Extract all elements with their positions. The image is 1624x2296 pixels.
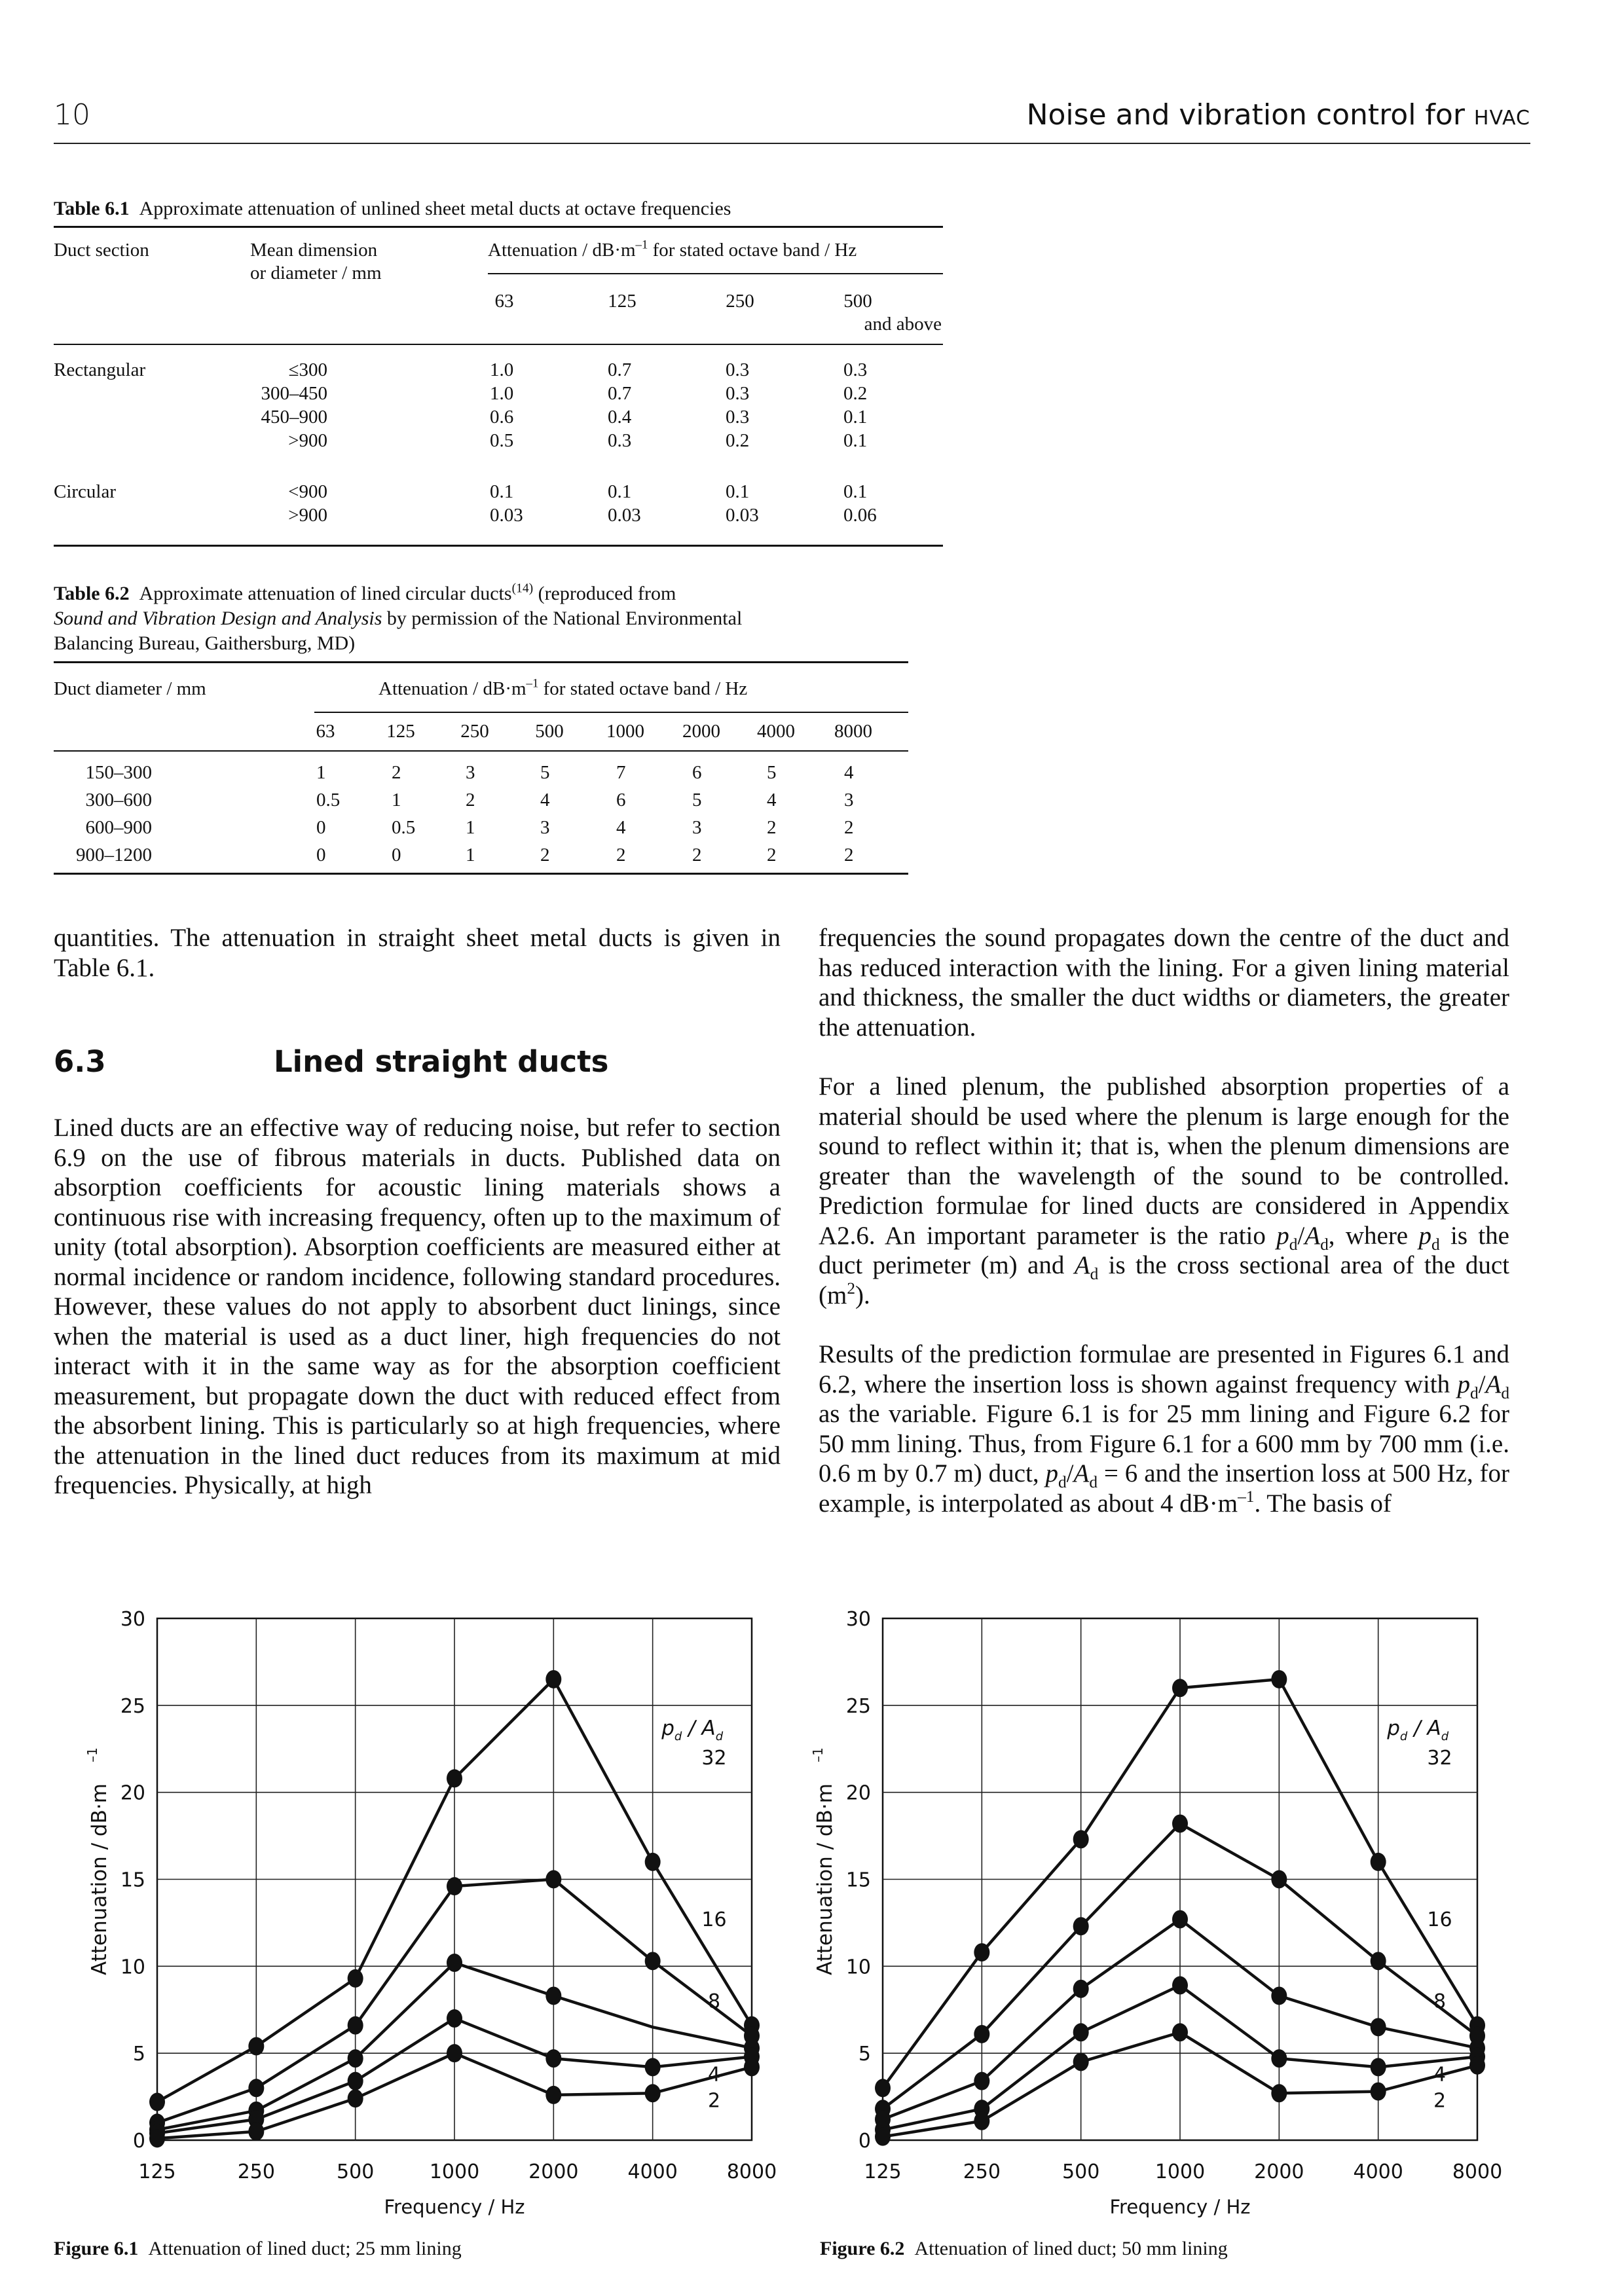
symbol-p: p: [1045, 1459, 1058, 1487]
data-point-32: [1371, 1853, 1386, 1871]
dimension-cell: >900: [288, 505, 327, 526]
attenuation-cell: 3: [844, 790, 854, 811]
duct-section-cell: Circular: [54, 481, 117, 502]
attenuation-cell: 0.1: [608, 481, 632, 502]
x-tick-label: 8000: [1452, 2160, 1503, 2183]
series-label-2: 2: [1433, 2089, 1447, 2113]
attenuation-cell: 0.3: [726, 359, 750, 380]
text: as the variable. Figure 6.1 is for 25 mm lining and Figure 6.2 for 50 mm lining. Thus, from Figure 6.1 for a 600 mm by 700 mm (i.e. 0.6 m by 0.7 m) duct,: [819, 1400, 1509, 1487]
caption-text: Approximate attenuation of lined circular ducts: [139, 583, 512, 604]
attenuation-label: Attenuation / dB·m: [488, 240, 636, 261]
attenuation-cell: 0: [316, 845, 326, 866]
y-tick-label: 20: [120, 1781, 145, 1805]
attenuation-cell: 2: [844, 845, 854, 866]
data-point-2: [974, 2112, 989, 2130]
figure-6-2-caption: [820, 2238, 1228, 2260]
attenuation-cell: 0.06: [843, 505, 877, 526]
attenuation-cell: 0.2: [843, 383, 868, 404]
subscript: d: [1431, 1235, 1440, 1254]
attenuation-cell: 0.1: [843, 430, 868, 451]
text: /: [1478, 1370, 1486, 1398]
attenuation-cell: 1.0: [490, 383, 514, 404]
col-header-mean-dimension: Mean dimension: [250, 240, 378, 261]
dimension-cell: 300–450: [261, 383, 327, 404]
data-point-16: [974, 2025, 989, 2043]
attenuation-cell: 6: [692, 762, 702, 783]
attenuation-cell: 2: [616, 845, 626, 866]
caption-text: Balancing Bureau, Gaithersburg, MD): [54, 632, 356, 654]
data-point-32: [974, 1943, 989, 1961]
y-tick-label: 20: [845, 1781, 871, 1805]
table-label: Table 6.2: [54, 583, 130, 604]
duct-section-cell: Rectangular: [54, 359, 146, 380]
band-header: 4000: [757, 721, 795, 742]
col-header-mean-dimension-2: or diameter / mm: [250, 263, 382, 283]
band-header: 500: [535, 721, 564, 742]
table-label: Table 6.1: [54, 198, 130, 219]
attenuation-cell: 0.1: [490, 481, 514, 502]
series-label-8: 8: [707, 1990, 721, 2014]
text: , where: [1328, 1221, 1419, 1250]
data-point-8: [1172, 1910, 1188, 1929]
y-axis-label: Attenuation / dB·m: [88, 1783, 111, 1975]
attenuation-cell: 1: [466, 845, 475, 866]
symbol-p: p: [1457, 1370, 1470, 1398]
x-tick-label: 4000: [1353, 2160, 1403, 2183]
legend-title: $p_d / A_d$: [661, 1716, 724, 1743]
attenuation-cell: 0.03: [490, 505, 523, 526]
y-tick-label: 5: [858, 2043, 871, 2066]
data-point-16: [1371, 1952, 1386, 1970]
duct-diameter-cell: 600–900: [85, 817, 152, 838]
y-tick-label: 30: [120, 1608, 145, 1631]
y-axis-label-exponent: –1: [810, 1747, 826, 1762]
attenuation-cell: 2: [692, 845, 702, 866]
x-tick-label: 250: [963, 2160, 1001, 2183]
attenuation-cell: 0.1: [843, 481, 868, 502]
subscript: d: [1501, 1383, 1509, 1402]
y-tick-label: 25: [120, 1694, 145, 1718]
band-header: 250: [460, 721, 489, 742]
page-number: 10: [54, 98, 90, 132]
section-title: Lined straight ducts: [274, 1044, 609, 1079]
attenuation-cell: 1.0: [490, 359, 514, 380]
band-header: 2000: [682, 721, 720, 742]
data-point-2: [1469, 2056, 1485, 2075]
attenuation-cell: 0.5: [392, 817, 416, 838]
data-point-32: [875, 2079, 891, 2097]
caption-text: (reproduced from: [533, 583, 676, 604]
symbol-A: A: [1074, 1251, 1090, 1279]
x-tick-label: 500: [337, 2160, 375, 2183]
attenuation-cell: 0.5: [316, 790, 341, 811]
symbol-A: A: [1304, 1221, 1321, 1250]
band-header: 250: [726, 291, 754, 312]
subscript: d: [1090, 1264, 1099, 1283]
figure-caption-text: Attenuation of lined duct; 25 mm lining: [148, 2238, 462, 2259]
x-tick-label: 250: [237, 2160, 275, 2183]
data-point-2: [875, 2128, 891, 2146]
data-point-2: [1371, 2083, 1386, 2101]
data-point-32: [1172, 1679, 1188, 1697]
y-tick-label: 10: [120, 1956, 145, 1979]
attenuation-cell: 0.2: [726, 430, 750, 451]
y-tick-label: 0: [858, 2130, 871, 2153]
data-point-4: [1073, 2023, 1089, 2041]
data-point-8: [1371, 2018, 1386, 2036]
attenuation-cell: 0.5: [490, 430, 514, 451]
attenuation-cell: 0.7: [608, 383, 632, 404]
symbol-A: A: [1485, 1370, 1502, 1398]
attenuation-cell: 0.1: [726, 481, 750, 502]
attenuation-cell: 0.3: [843, 359, 868, 380]
figure-6-1-caption: [54, 2238, 462, 2260]
x-axis-label: Frequency / Hz: [1109, 2196, 1251, 2218]
data-point-2: [1271, 2084, 1287, 2102]
symbol-p: p: [1418, 1221, 1431, 1250]
x-tick-label: 1000: [429, 2160, 480, 2183]
attenuation-cell: 5: [692, 790, 702, 811]
duct-diameter-cell: 300–600: [85, 790, 152, 811]
band-header: 63: [494, 291, 514, 312]
y-tick-label: 30: [845, 1608, 871, 1631]
attenuation-cell: 1: [392, 790, 401, 811]
attenuation-label-tail: for stated octave band / Hz: [538, 678, 748, 699]
text: Results of the prediction formulae are presented in Figures 6.1 and 6.2, where the insertion loss is shown against frequency with: [819, 1340, 1509, 1398]
attenuation-cell: 0.03: [726, 505, 759, 526]
series-label-2: 2: [707, 2089, 721, 2113]
subscript: d: [1320, 1235, 1329, 1254]
series-label-16: 16: [1427, 1908, 1452, 1932]
col-header-duct-diameter: Duct diameter / mm: [54, 678, 206, 699]
data-point-2: [1172, 2023, 1188, 2041]
attenuation-cell: 2: [540, 845, 550, 866]
attenuation-cell: 5: [767, 762, 777, 783]
superscript: –1: [1238, 1487, 1255, 1506]
band-header: 125: [608, 291, 637, 312]
x-tick-label: 4000: [627, 2160, 678, 2183]
paragraph: frequencies the sound propagates down the centre of the duct and has reduced interaction with the lining. For a given lining material and thickness, the smaller the duct widths or diameters, the greater the attenuation.: [819, 924, 1509, 1042]
text: /: [1297, 1221, 1305, 1250]
duct-diameter-cell: 150–300: [85, 762, 152, 783]
data-point-4: [1371, 2058, 1386, 2076]
attenuation-cell: 5: [540, 762, 550, 783]
x-tick-label: 1000: [1154, 2160, 1206, 2183]
text: = 6 and the insertion loss at 500 Hz, for example, is interpolated as about 4 dB·m: [819, 1459, 1509, 1518]
band-header: 8000: [834, 721, 872, 742]
band-500-sub: and above: [864, 314, 942, 335]
subscript: d: [1469, 1383, 1479, 1402]
series-label-32: 32: [1427, 1747, 1452, 1770]
unit-exponent: –1: [526, 676, 539, 691]
attenuation-cell: 3: [692, 817, 702, 838]
y-axis-label-exponent: –1: [84, 1747, 100, 1762]
x-tick-label: 2000: [528, 2160, 579, 2183]
y-tick-label: 15: [120, 1868, 145, 1892]
attenuation-cell: 3: [466, 762, 475, 783]
attenuation-cell: 4: [844, 762, 854, 783]
data-point-16: [1172, 1814, 1188, 1832]
text: ).: [855, 1281, 870, 1309]
unit-exponent: –1: [635, 238, 648, 252]
col-header-duct-section: Duct section: [54, 240, 149, 261]
running-head-text: Noise and vibration control for: [1026, 98, 1474, 132]
attenuation-cell: 4: [616, 817, 626, 838]
dimension-cell: <900: [288, 481, 327, 502]
x-tick-label: 125: [138, 2160, 176, 2183]
legend-title: $p_d / A_d$: [1387, 1716, 1449, 1743]
data-point-2: [1073, 2052, 1089, 2071]
data-point-8: [1271, 1986, 1287, 2005]
attenuation-cell: 4: [540, 790, 550, 811]
attenuation-cell: 2: [466, 790, 475, 811]
attenuation-cell: 0: [392, 845, 401, 866]
symbol-A: A: [1073, 1459, 1090, 1487]
data-point-16: [1271, 1870, 1287, 1889]
paragraph: Lined ducts are an effective way of reducing noise, but refer to section 6.9 on the use of fibrous materials in ducts. Published data on absorption coefficients for acoustic lining materials shows a continuous rise with increasing frequency, often up to the maximum of unity (total absorption). Absorption coefficients are measured either at normal incidence or random incidence, following standard procedures. However, these values do not apply to absorbent duct linings, since when the material is used as a duct liner, high frequencies do not interact with it in the same way as for the absorption coefficient measurement, but propagate down the duct with reduced effect from the absorbent lining. This is particularly so at high frequencies, where the attenuation in the lined duct reduces from its maximum at mid frequencies. Physically, at high: [54, 1114, 781, 1499]
attenuation-cell: 2: [767, 845, 777, 866]
attenuation-cell: 0.1: [843, 407, 868, 428]
y-tick-label: 15: [845, 1868, 871, 1892]
attenuation-cell: 3: [540, 817, 550, 838]
attenuation-cell: 1: [316, 762, 326, 783]
attenuation-label-tail: for stated octave band / Hz: [648, 240, 857, 261]
subscript: d: [1289, 1235, 1298, 1254]
y-tick-label: 5: [132, 2043, 145, 2066]
x-tick-label: 2000: [1254, 2160, 1304, 2183]
attenuation-cell: 1: [466, 817, 475, 838]
series-label-8: 8: [1433, 1990, 1447, 2014]
y-tick-label: 0: [132, 2130, 145, 2153]
data-point-4: [1172, 1977, 1188, 1995]
attenuation-cell: 0.3: [726, 407, 750, 428]
attenuation-cell: 7: [616, 762, 626, 783]
x-tick-label: 8000: [726, 2160, 777, 2183]
caption-text: by permission of the National Environmental: [382, 608, 743, 629]
band-header: 1000: [606, 721, 644, 742]
attenuation-cell: 6: [616, 790, 626, 811]
series-label-16: 16: [701, 1908, 727, 1932]
caption-source-title: Sound and Vibration Design and Analysis: [54, 608, 382, 629]
running-head-acronym: HVAC: [1473, 107, 1530, 130]
duct-diameter-cell: 900–1200: [76, 845, 152, 866]
band-header: 500: [843, 291, 872, 312]
text: . The basis of: [1254, 1489, 1392, 1518]
dimension-cell: >900: [288, 430, 327, 451]
x-tick-label: 125: [864, 2160, 902, 2183]
attenuation-cell: 0.03: [608, 505, 641, 526]
attenuation-cell: 2: [392, 762, 401, 783]
series-label-4: 4: [1433, 2063, 1447, 2086]
table-caption-text: Approximate attenuation of unlined sheet metal ducts at octave frequencies: [139, 198, 731, 219]
y-tick-label: 25: [845, 1694, 871, 1718]
figure-caption-text: Attenuation of lined duct; 50 mm lining: [914, 2238, 1228, 2259]
band-header: 125: [386, 721, 415, 742]
band-header: 63: [316, 721, 335, 742]
series-label-4: 4: [707, 2063, 721, 2086]
text: /: [1066, 1459, 1074, 1487]
reference-marker: (14): [511, 581, 534, 596]
text: is the cross sectional area of the duct (m: [819, 1251, 1509, 1309]
series-label-32: 32: [701, 1747, 727, 1770]
attenuation-cell: 0.7: [608, 359, 632, 380]
data-point-8: [1073, 1980, 1089, 1998]
text: For a lined plenum, the published absorption properties of a material should be used where the plenum is large enough for the sound to reflect within it; that is, when the plenum dimensions are greater than the wavelength of the sound to be controlled. Prediction formulae for lined ducts are considered in Appendix A2.6. An important parameter is the ratio: [819, 1072, 1509, 1250]
data-point-4: [1271, 2049, 1287, 2068]
data-point-16: [1073, 1917, 1089, 1935]
data-point-32: [1073, 1830, 1089, 1848]
figure-label: Figure 6.2: [820, 2238, 905, 2259]
dimension-cell: 450–900: [261, 407, 327, 428]
attenuation-cell: 2: [767, 817, 777, 838]
attenuation-cell: 0.6: [490, 407, 514, 428]
text: is the duct perimeter (m) and: [819, 1221, 1509, 1279]
attenuation-cell: 0.3: [608, 430, 632, 451]
y-axis-label: Attenuation / dB·m: [813, 1783, 837, 1975]
data-point-8: [974, 2072, 989, 2090]
figure-label: Figure 6.1: [54, 2238, 139, 2259]
attenuation-cell: 4: [767, 790, 777, 811]
symbol-p: p: [1276, 1221, 1289, 1250]
data-point-32: [1271, 1670, 1287, 1688]
section-number: 6.3: [54, 1044, 106, 1079]
y-tick-label: 10: [845, 1956, 871, 1979]
paragraph: quantities. The attenuation in straight sheet metal ducts is given in Table 6.1.: [54, 924, 781, 982]
subscript: d: [1089, 1472, 1098, 1491]
subscript: d: [1058, 1472, 1067, 1491]
attenuation-cell: 0.4: [608, 407, 632, 428]
attenuation-cell: 2: [844, 817, 854, 838]
superscript: 2: [847, 1279, 855, 1298]
attenuation-label: Attenuation / dB·m: [378, 678, 526, 699]
x-axis-label: Frequency / Hz: [384, 2196, 525, 2218]
attenuation-cell: 0: [316, 817, 326, 838]
dimension-cell: ≤300: [288, 359, 327, 380]
attenuation-cell: 0.3: [726, 383, 750, 404]
x-tick-label: 500: [1062, 2160, 1100, 2183]
